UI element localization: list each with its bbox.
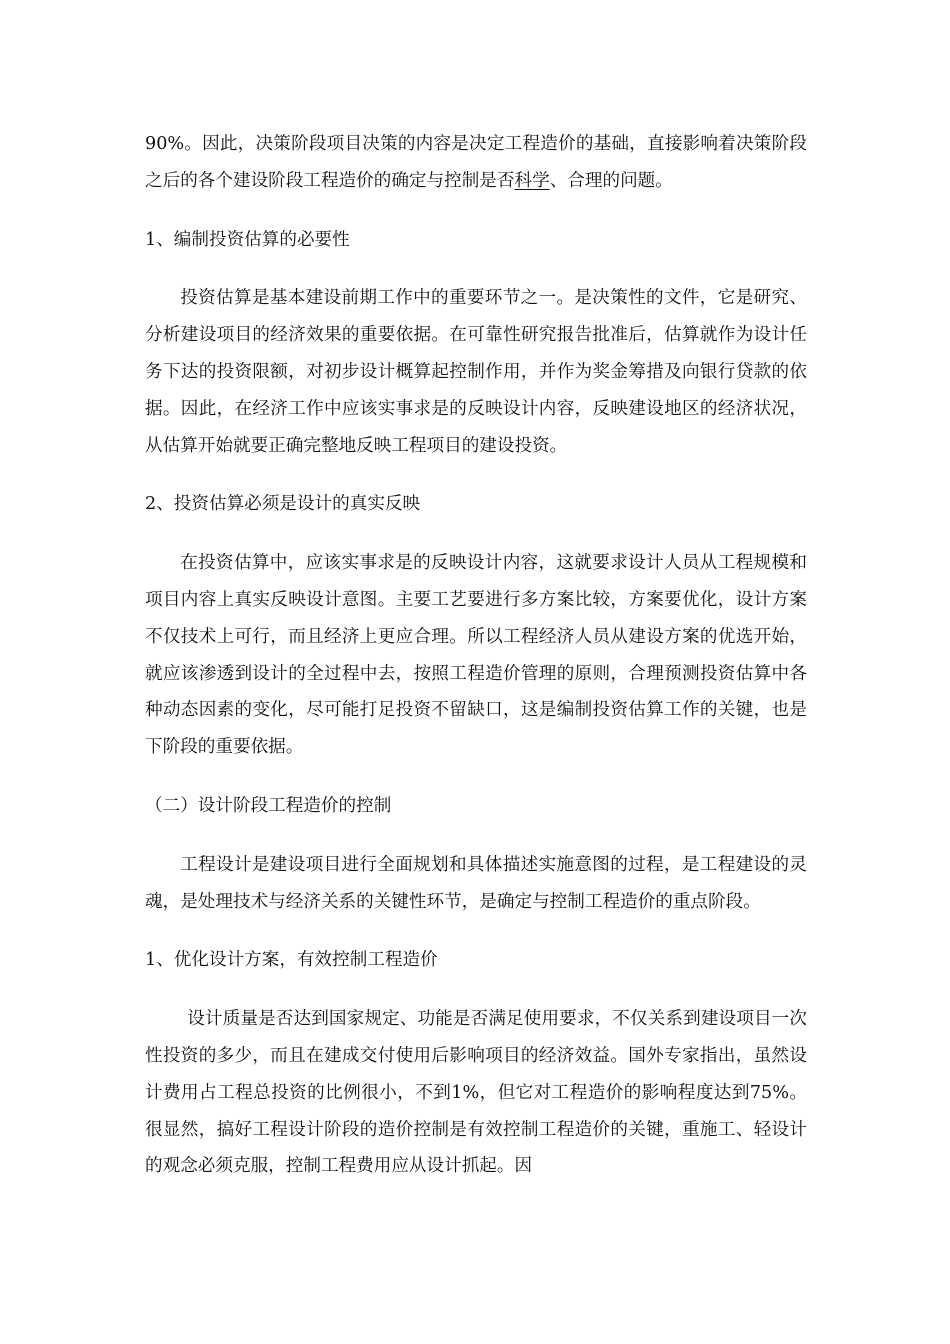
paragraph-text: 90%。因此，决策阶段项目决策的内容是决定工程造价的基础，直接影响着决策阶段之后的各个建设阶段工程造价的确定与控制是否 bbox=[145, 134, 807, 191]
paragraph-estimate-reflection: 在投资估算中，应该实事求是的反映设计内容，这就要求设计人员从工程规模和项目内容上真实反映设计意图。主要工艺要进行多方案比较，方案要优化，设计方案不仅技术上可行，而且经济上更应合理。所以工程经济人员从建设方案的优选开始，就应该渗透到设计的全过程中去，按照工程造价管理的原则，合理预测投资估算中各种动态因素的变化，尽可能打足投资不留缺口，这是编制投资估算工作的关键，也是下阶段的重要依据。 bbox=[145, 553, 807, 758]
paragraph-optimize-design: 设计质量是否达到国家规定、功能是否满足使用要求，不仅关系到建设项目一次性投资的多少，而且在建成交付使用后影响项目的经济效益。国外专家指出，虽然设计费用占工程总投资的比例很小，不到1%，但它对工程造价的影响程度达到75%。很显然，搞好工程设计阶段的造价控制是有效控制工程造价的关键，重施工、轻设计的观念必须克服，控制工程费用应从设计抓起。因 bbox=[145, 1009, 807, 1177]
science-link[interactable]: 科学 bbox=[514, 170, 550, 191]
paragraph-decision-stage bbox=[145, 126, 807, 200]
heading-estimate-reflection: 2、投资估算必须是设计的真实反映 bbox=[145, 494, 421, 515]
heading-optimize-design: 1、优化设计方案，有效控制工程造价 bbox=[145, 950, 438, 971]
document-body bbox=[145, 126, 807, 1185]
heading-design-stage-control: （二）设计阶段工程造价的控制 bbox=[145, 795, 392, 816]
paragraph-text-end: 、合理的问题。 bbox=[549, 170, 673, 191]
paragraph-design-stage: 工程设计是建设项目进行全面规划和具体描述实施意图的过程，是工程建设的灵魂，是处理技术与经济关系的关键性环节，是确定与控制工程造价的重点阶段。 bbox=[145, 854, 807, 912]
heading-estimate-necessity: 1、编制投资估算的必要性 bbox=[145, 229, 350, 250]
paragraph-estimate-necessity: 投资估算是基本建设前期工作中的重要环节之一。是决策性的文件，它是研究、分析建设项目的经济效果的重要依据。在可靠性研究报告批准后，估算就作为设计任务下达的投资限额，对初步设计概算起控制作用，并作为奖金筹措及向银行贷款的依据。因此，在经济工作中应该实事求是的反映设计内容，反映建设地区的经济状况，从估算开始就要正确完整地反映工程项目的建设投资。 bbox=[145, 288, 807, 456]
